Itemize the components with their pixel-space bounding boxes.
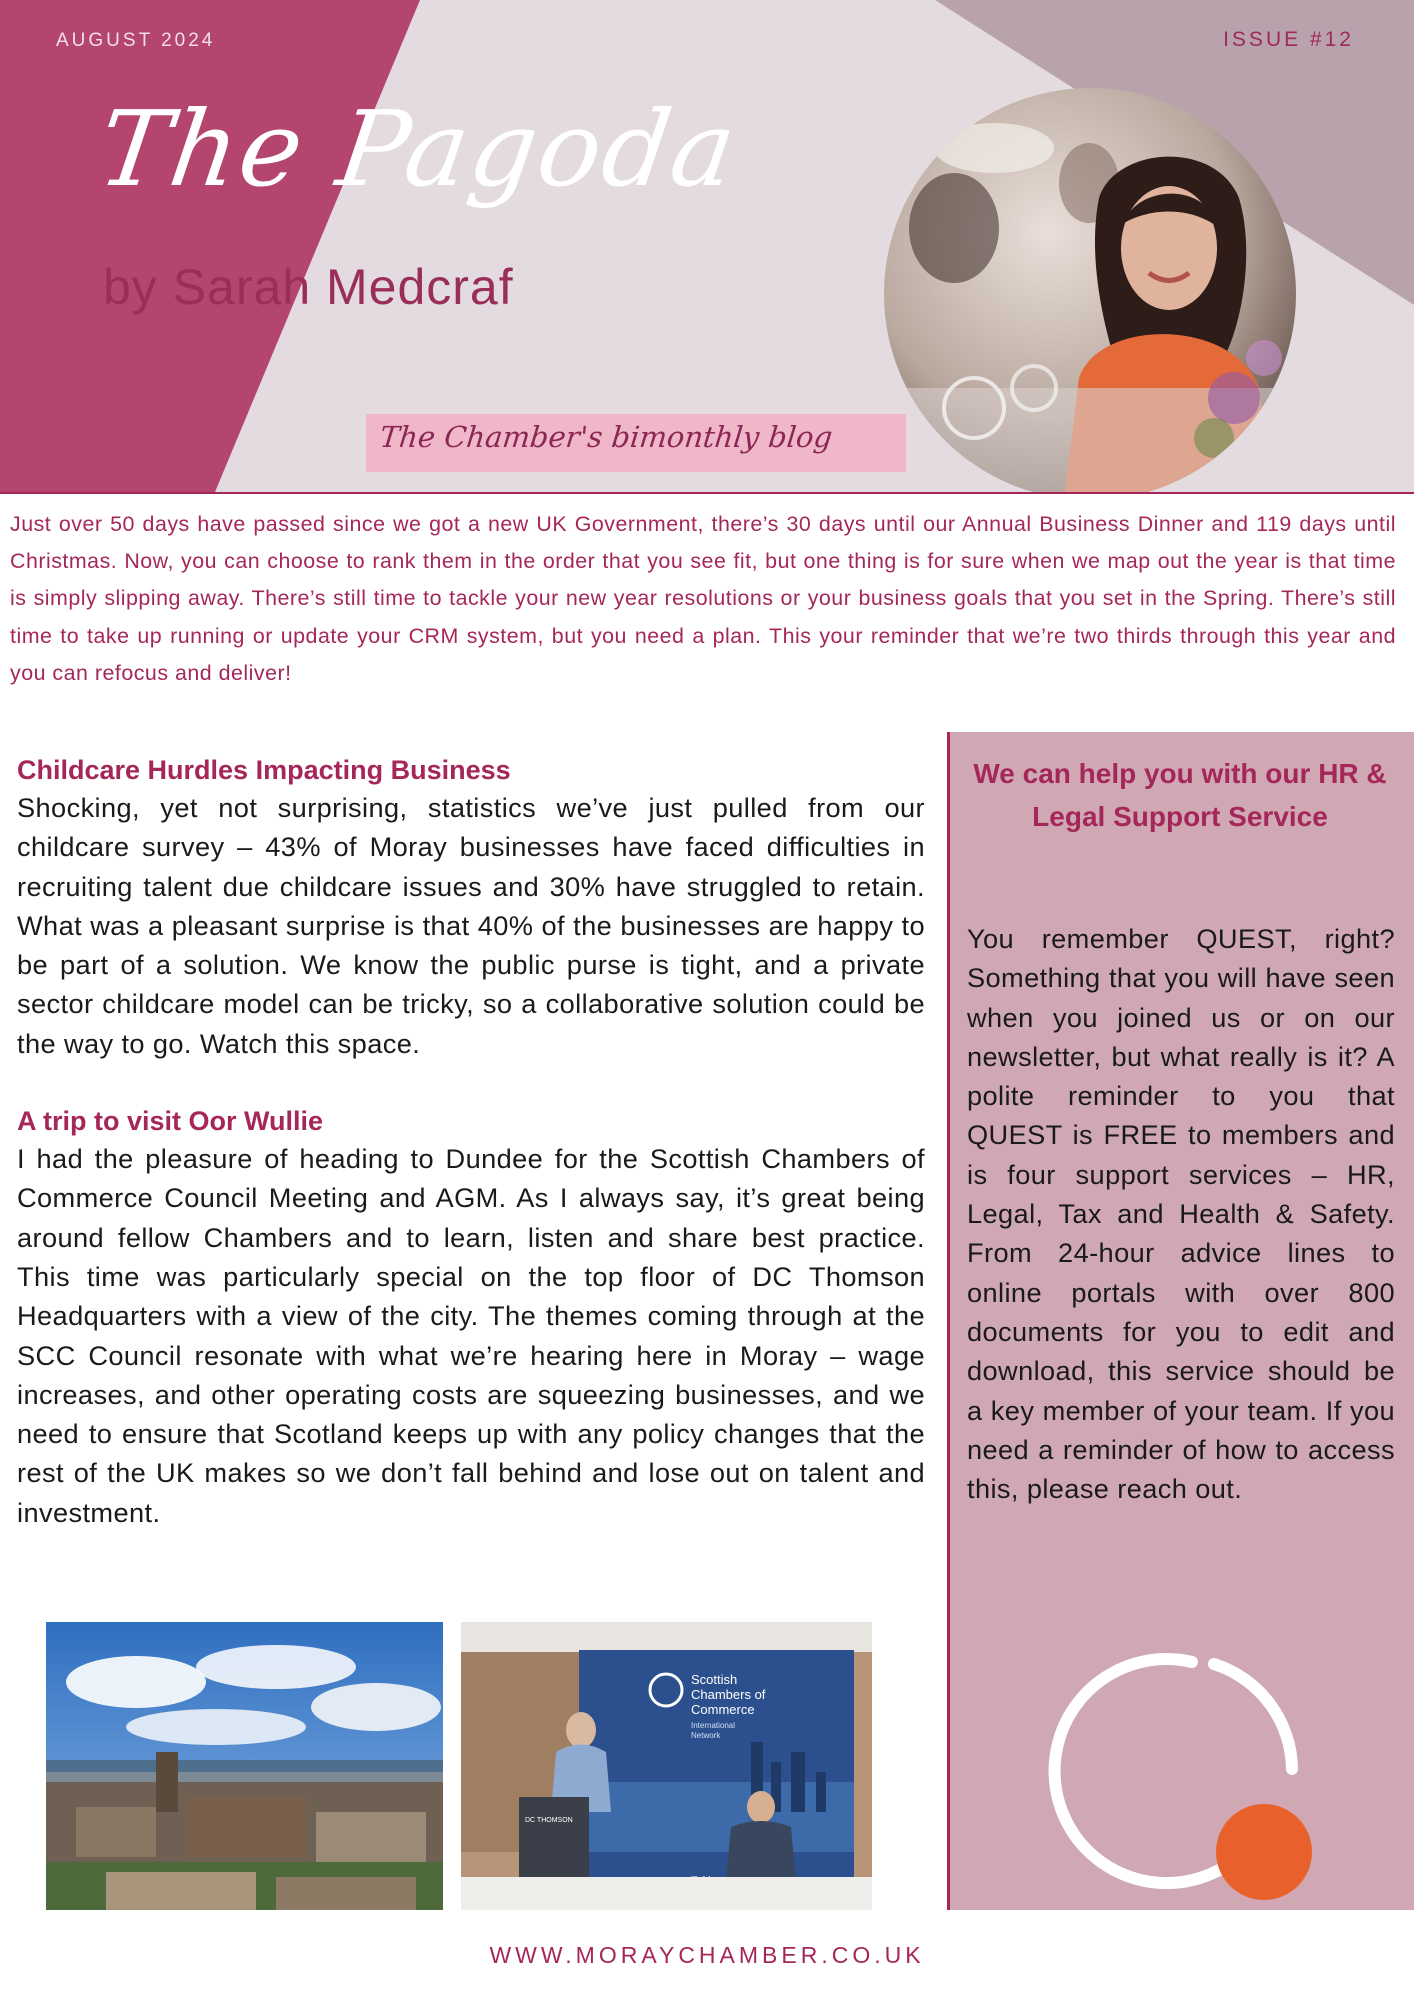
scc-meeting-photo (461, 1622, 872, 1910)
moray-chamber-logo-icon (1042, 1644, 1322, 1904)
newsletter-title: The Pagoda (91, 88, 745, 210)
section-heading-childcare: Childcare Hurdles Impacting Business (17, 755, 511, 785)
section-body-childcare: Shocking, yet not surprising, statistics we’ve just pulled from our childcare survey – 43% of Moray businesses have faced difficulties in recruiting talent due childcare issues and 30% have struggled to retain. What was a pleasant surprise is that 40% of the businesses are happy to be part of a solution. We know the public purse is tight, and a private sector childcare model can be tricky, so a collaborative solution could be the way to go. Watch this space. (17, 792, 925, 1059)
lectern-label: DC THOMSON (525, 1817, 573, 1824)
sidebar-body: You remember QUEST, right? Something that you will have seen when you joined us or on our newsletter, but what really is it? A polite reminder to you that QUEST is FREE to members and is four support services – HR, Legal, Tax and Health & Safety. From 24-hour advice lines to online portals with over 800 documents for you to edit and download, this service should be a key member of your team. If you need a reminder of how to access this, please reach out. (967, 923, 1395, 1505)
banner-text-5: Network (691, 1731, 721, 1740)
section-body-dundee: I had the pleasure of heading to Dundee for the Scottish Chambers of Commerce Council Meeting and AGM. As I always say, it’s great being around fellow Chambers and to learn, listen and share best practice. This time was particularly special on the top floor of DC Thomson Headquarters with a view of the city. The themes coming through at the SCC Council resonate with what we’re hearing here in Moray – wage increases, and other operating costs are squeezing businesses, and we need to ensure that Scotland keeps up with any policy changes that the rest of the UK makes so we don’t fall behind and lose out on talent and investment. (17, 1143, 925, 1528)
dundee-city-photo (46, 1622, 443, 1910)
issue-date: AUGUST 2024 (56, 30, 216, 51)
author-photo-illustration (884, 88, 1296, 492)
banner-text-2: Chambers of (691, 1687, 766, 1702)
main-column (17, 752, 925, 1532)
header-pink-shape (0, 0, 420, 492)
section-spacer (17, 1063, 925, 1103)
author-photo (884, 88, 1296, 492)
header-divider (0, 492, 1414, 494)
section-heading-dundee: A trip to visit Oor Wullie (17, 1106, 324, 1137)
header-banner (0, 0, 1414, 492)
banner-text-3: Commerce (691, 1702, 755, 1717)
footer-url[interactable]: WWW.MORAYCHAMBER.CO.UK (489, 1942, 925, 1968)
author-byline: by Sarah Medcraf (103, 259, 514, 315)
sidebar-heading: We can help you with our HR & Legal Support Service (973, 758, 1387, 832)
banner-text-4: International (691, 1721, 736, 1730)
issue-number: ISSUE #12 (1223, 28, 1354, 51)
intro-paragraph: Just over 50 days have passed since we got a new UK Government, there’s 30 days until our Annual Business Dinner and 119 days until Christmas. Now, you can choose to rank them in the order that you see fit, but one thing is for sure when we map out the year is that time is simply slipping away. There’s still time to tackle your new year resolutions or your business goals that you set in the Spring. There’s still time to take up running or update your CRM system, but you need a plan. This your reminder that we’re two thirds through this year and you can refocus and deliver! (10, 512, 1396, 685)
scc-meeting-illustration (461, 1622, 872, 1910)
quest-sidebar (947, 732, 1414, 1910)
banner-text-1: Scottish (691, 1672, 738, 1687)
dundee-city-illustration (46, 1622, 443, 1910)
tagline: The Chamber's bimonthly blog (378, 420, 835, 454)
